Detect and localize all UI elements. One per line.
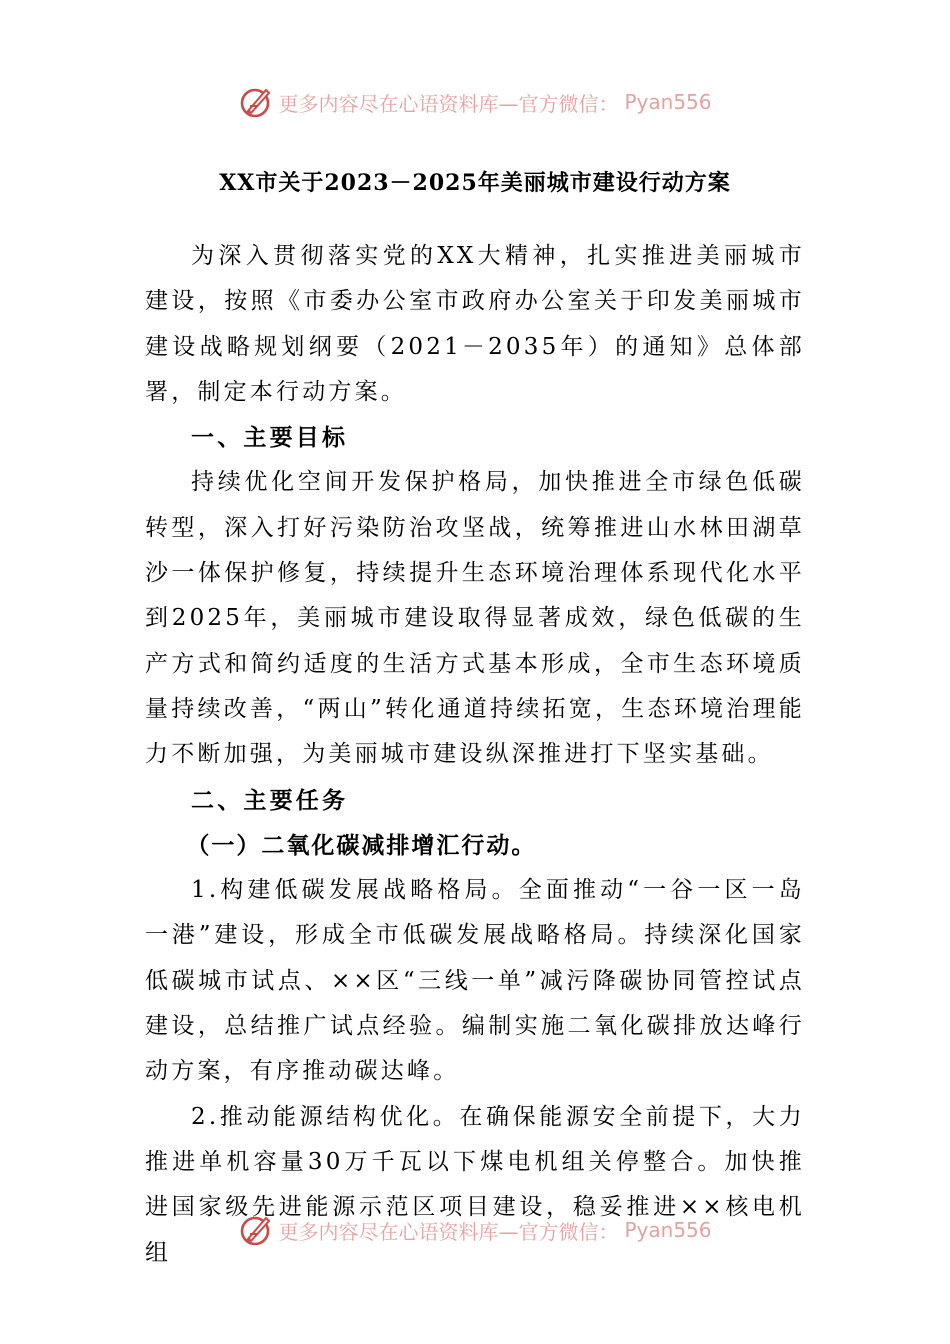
quill-logo-icon (238, 84, 274, 120)
watermark-banner-top (0, 82, 950, 122)
goals-paragraph: 持续优化空间开发保护格局，加快推进全市绿色低碳转型，深入打好污染防治攻坚战，统筹推进山水林田湖草沙一体保护修复，持续提升生态环境治理体系现代化水平到2025年，美丽城市建设取得显著成效，绿色低碳的生产方式和简约适度的生活方式基本形成，全市生态环境质量持续改善，“两山”转化通道持续拓宽，生态环境治理能力不断加强，为美丽城市建设纵深推进打下坚实基础。 (145, 469, 805, 768)
subsection-heading-carbon: （一）二氧化碳减排增汇行动。 (186, 831, 537, 859)
watermark-contact: Pyan556 (624, 90, 712, 114)
watermark-text: 更多内容尽在心语资料库—官方微信： (278, 1219, 619, 1244)
task-item-2: 2.推动能源结构优化。在确保能源安全前提下，大力推进单机容量30万千瓦以下煤电机组关停整合。加快推进国家级先进能源示范区项目建设，稳妥推进××核电机组 (145, 1103, 805, 1266)
section-heading-tasks: 二、主要任务 (191, 786, 349, 814)
quill-logo-icon (238, 1212, 274, 1248)
task-item-1: 1.构建低碳发展战略格局。全面推动“一谷一区一岛一港”建设，形成全市低碳发展战略格局。持续深化国家低碳城市试点、××区“三线一单”减污降碳协同管控试点建设，总结推广试点经验。编制实施二氧化碳排放达峰行动方案，有序推动碳达峰。 (145, 877, 805, 1085)
watermark-contact: Pyan556 (624, 1218, 712, 1242)
document-title: XX市关于2023－2025年美丽城市建设行动方案 (219, 170, 731, 196)
document-body (145, 234, 805, 1276)
watermark-text: 更多内容尽在心语资料库—官方微信： (278, 91, 619, 116)
section-heading-goals: 一、主要目标 (191, 424, 349, 452)
intro-paragraph: 为深入贯彻落实党的XX大精神，扎实推进美丽城市建设，按照《市委办公室市政府办公室关于印发美丽城市建设战略规划纲要（2021－2035年）的通知》总体部署，制定本行动方案。 (145, 243, 805, 405)
watermark-banner-bottom (0, 1210, 950, 1250)
